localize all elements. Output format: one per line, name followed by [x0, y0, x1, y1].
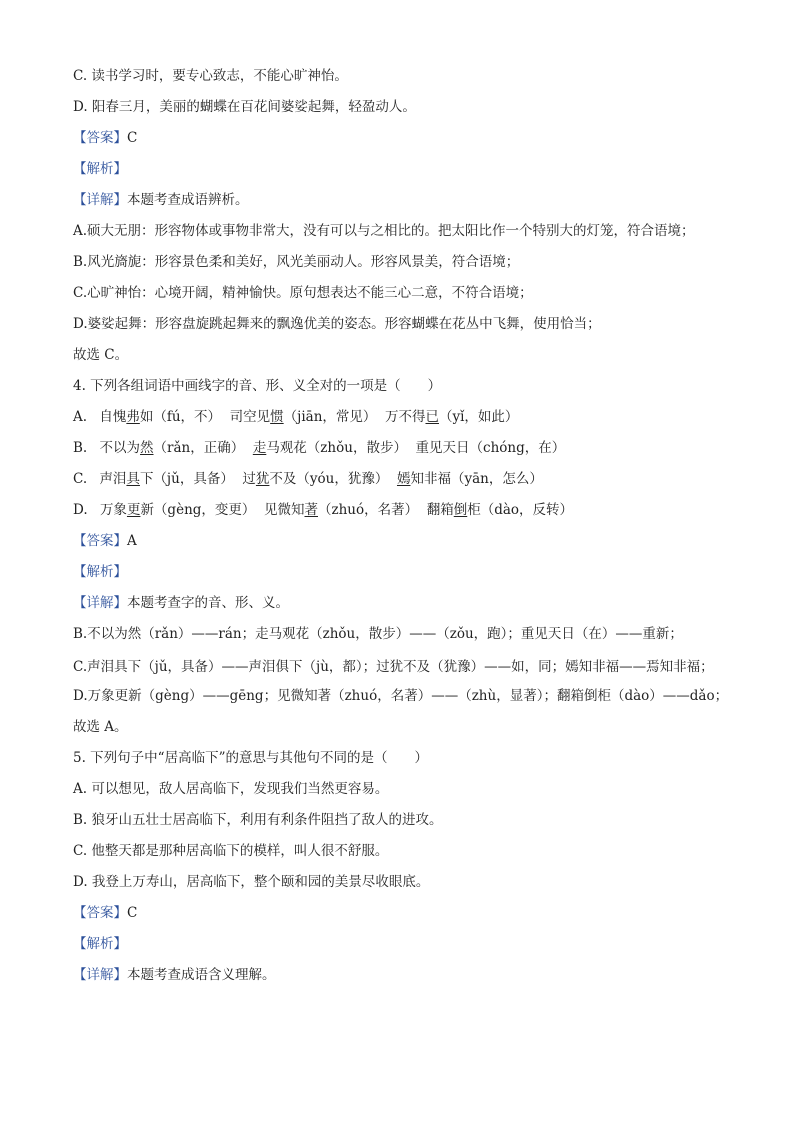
phrase-text: 司空见	[229, 409, 271, 425]
phrase-text: 过	[242, 471, 256, 487]
q4-answer	[73, 528, 723, 559]
analysis-tag: 【解析】	[73, 161, 127, 177]
option-label: A.	[73, 409, 88, 425]
detail-tag: 【详解】	[73, 595, 127, 611]
analysis-tag: 【解析】	[73, 564, 127, 580]
answer-value: C	[127, 130, 138, 146]
q3-analysis	[73, 156, 723, 187]
q4-stem: 4. 下列各组词语中画线字的音、形、义全对的一项是（ ）	[73, 378, 442, 394]
phrase-text: 见微知	[264, 502, 305, 518]
q5-analysis	[73, 931, 723, 962]
q4-conclusion: 故选 A。	[73, 719, 128, 735]
q4-detail	[73, 590, 723, 621]
phrase-text: 如（fú，不）	[139, 409, 222, 425]
phrase-text: 万象	[99, 502, 127, 518]
underlined-char: 更	[126, 502, 141, 518]
q4-detail-c: C.声泪具下（jǔ，具备）——声泪俱下（jù，都）；过犹不及（犹豫）——如，同；嫣知非福——焉知非福；	[73, 659, 714, 675]
detail-tag: 【详解】	[73, 967, 127, 983]
phrase-text: 声泪	[99, 471, 127, 487]
q5-stem: 5. 下列句子中“居高临下”的意思与其他句不同的是（ ）	[73, 750, 428, 766]
document-page	[73, 63, 729, 993]
option-label: D.	[73, 502, 88, 518]
phrase-text: （jiān，常见）	[283, 409, 377, 425]
phrase-text: 知非福（yān，怎么）	[410, 471, 543, 487]
q4-option-b	[73, 435, 723, 466]
option-label: B.	[73, 440, 88, 456]
detail-intro: 本题考查成语含义理解。	[127, 967, 276, 983]
underlined-char: 具	[126, 471, 140, 487]
q3-option-c: C. 读书学习时，要专心致志，不能心旷神怡。	[73, 68, 348, 84]
phrase-text: 不及（yóu，犹豫）	[269, 471, 389, 487]
phrase-text: 新（gèng，变更）	[140, 502, 256, 518]
q5-option-b: B. 狼牙山五壮士居高临下，利用有利条件阻挡了敌人的进攻。	[73, 812, 443, 828]
q4-option-a	[73, 404, 723, 435]
underlined-char: 嫣	[396, 471, 411, 487]
q5-option-d: D. 我登上万寿山，居高临下，整个颐和园的美景尽收眼底。	[73, 874, 430, 890]
phrase-text: （rǎn，正确）	[153, 440, 245, 456]
q5-option-c: C. 他整天都是那种居高临下的模样，叫人很不舒服。	[73, 843, 389, 859]
phrase-text: 不以为	[99, 440, 141, 456]
underlined-char: 已	[425, 409, 439, 425]
q3-detail	[73, 187, 723, 218]
q3-detail-d: D.婆娑起舞：形容盘旋跳起舞来的飘逸优美的姿态。形容蝴蝶在花丛中飞舞，使用恰当；	[73, 316, 601, 332]
q5-answer	[73, 900, 723, 931]
underlined-char: 倒	[453, 502, 468, 518]
phrase-text: 下（jǔ，具备）	[139, 471, 234, 487]
phrase-text: 自愧	[99, 409, 127, 425]
underlined-char: 弗	[126, 409, 140, 425]
q3-detail-a: A.硕大无朋：形容物体或事物非常大，没有可以与之相比的。把太阳比作一个特别大的灯笼，符合语境；	[73, 223, 695, 239]
answer-tag: 【答案】	[73, 130, 127, 146]
q3-answer	[73, 125, 723, 156]
q3-conclusion: 故选 C。	[73, 347, 129, 363]
q3-detail-b: B.风光旖旎：形容景色柔和美好，风光美丽动人。形容风景美，符合语境；	[73, 254, 520, 270]
phrase-text: （zhuó，名著）	[318, 502, 419, 518]
phrase-text: 柜（dào，反转）	[467, 502, 574, 518]
q4-analysis	[73, 559, 723, 590]
option-label: C.	[73, 471, 88, 487]
underlined-char: 犹	[255, 471, 270, 487]
phrase-text: （yǐ，如此）	[438, 409, 519, 425]
phrase-text: 翻箱	[426, 502, 454, 518]
q4-detail-d: D.万象更新（gèng）——gēng；见微知著（zhuó，名著）——（zhù，显著）；翻箱倒柜（dào）——dǎo；	[73, 688, 729, 704]
q5-option-a: A. 可以想见，敌人居高临下，发现我们当然更容易。	[73, 781, 389, 797]
underlined-char: 著	[304, 502, 318, 518]
answer-tag: 【答案】	[73, 905, 127, 921]
q3-detail-c: C.心旷神怡：心境开阔，精神愉快。原句想表达不能三心二意，不符合语境；	[73, 285, 533, 301]
answer-value: C	[127, 905, 138, 921]
underlined-char: 然	[140, 440, 154, 456]
detail-intro: 本题考查成语辨析。	[127, 192, 249, 208]
answer-tag: 【答案】	[73, 533, 127, 549]
underlined-char: 惯	[270, 409, 284, 425]
detail-tag: 【详解】	[73, 192, 127, 208]
q3-option-d: D. 阳春三月，美丽的蝴蝶在百花间婆娑起舞，轻盈动人。	[73, 99, 416, 115]
q4-detail-b: B.不以为然（rǎn）——rán；走马观花（zhǒu，散步）——（zǒu，跑）；重见天日（在）——重新；	[73, 626, 683, 642]
phrase-text: 重见天日（chóng，在）	[415, 440, 566, 456]
q4-option-d	[73, 497, 723, 528]
phrase-text: 马观花（zhǒu，散步）	[266, 440, 407, 456]
q4-option-c	[73, 466, 723, 497]
analysis-tag: 【解析】	[73, 936, 127, 952]
q5-detail	[73, 962, 723, 993]
detail-intro: 本题考查字的音、形、义。	[127, 595, 289, 611]
phrase-text: 万不得	[384, 409, 426, 425]
answer-value: A	[127, 533, 137, 549]
underlined-char: 走	[252, 440, 267, 456]
